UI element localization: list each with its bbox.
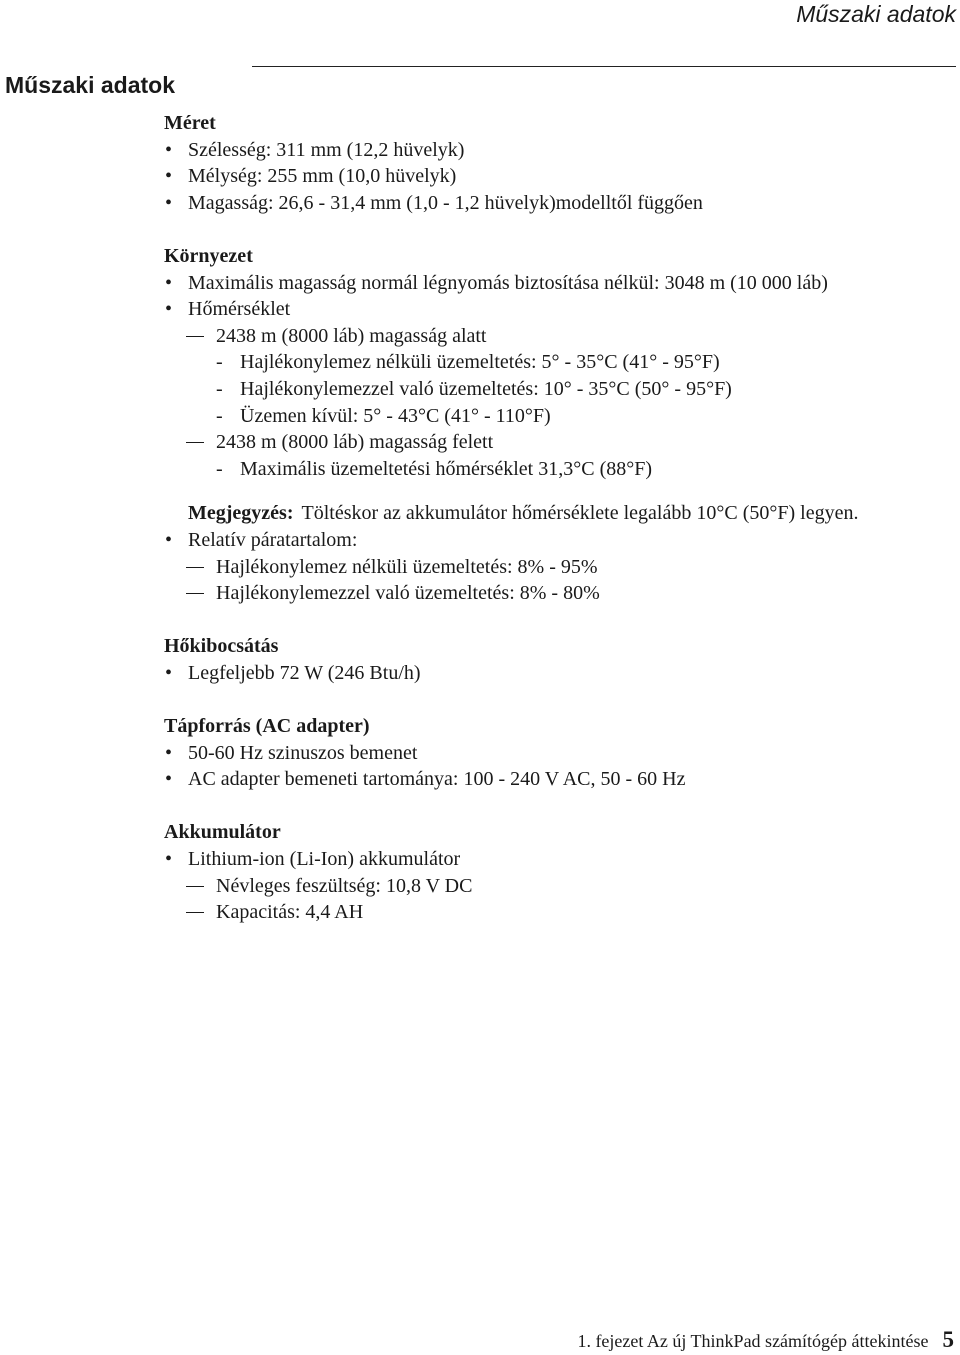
list-item: • AC adapter bemeneti tartománya: 100 - 240 V AC, 50 - 60 Hz	[164, 766, 954, 793]
list-item: • Legfeljebb 72 W (246 Btu/h)	[164, 660, 954, 687]
header-rule	[252, 66, 956, 67]
sub-sub-list-item: - Maximális üzemeltetési hőmérséklet 31,3°C (88°F)	[216, 457, 653, 480]
sub-list-item: Hajlékonylemez nélküli üzemeltetés: 8% - 95%	[164, 554, 954, 581]
sub-list-item: Névleges feszültség: 10,8 V DC	[164, 873, 954, 900]
heading-hokibocsatas: Hőkibocsátás	[164, 635, 279, 658]
heading-meret: Méret	[164, 112, 216, 134]
sub-list-item: 2438 m (8000 láb) magasság felett	[164, 429, 954, 456]
note	[164, 500, 954, 527]
heading-kornyezet: Környezet	[164, 244, 253, 267]
page-footer	[577, 1326, 954, 1355]
note-label: Megjegyzés:	[188, 502, 294, 525]
chapter-title: 1. fejezet Az új ThinkPad számítógép áttekintése	[577, 1331, 929, 1351]
specs-content	[164, 110, 954, 926]
sub-sub-list-item: - Hajlékonylemez nélküli üzemeltetés: 5° - 35°C (41° - 95°F)	[216, 351, 720, 374]
note-text: Töltéskor az akkumulátor hőmérséklete legalább 10°C (50°F) legyen.	[301, 502, 859, 525]
list-item: • Mélység: 255 mm (10,0 hüvelyk)	[164, 163, 954, 190]
list-item: • 50-60 Hz szinuszos bemenet	[164, 740, 954, 767]
sub-list-item: Kapacitás: 4,4 AH	[164, 899, 954, 926]
list-item: • Lithium-ion (Li-Ion) akkumulátor	[164, 846, 954, 873]
sub-sub-list-item: - Hajlékonylemezzel való üzemeltetés: 10° - 35°C (50° - 95°F)	[216, 377, 732, 400]
list-item: • Szélesség: 311 mm (12,2 hüvelyk)	[164, 137, 954, 164]
section-title: Műszaki adatok	[5, 72, 175, 98]
sub-list-item: Hajlékonylemezzel való üzemeltetés: 8% - 80%	[164, 580, 954, 607]
list-item: • Relatív páratartalom:	[164, 527, 954, 554]
list-item: • Hőmérséklet	[164, 296, 954, 323]
sub-sub-list-item: - Üzemen kívül: 5° - 43°C (41° - 110°F)	[216, 404, 551, 427]
sub-list-item: 2438 m (8000 láb) magasság alatt	[164, 323, 954, 350]
heading-tapforras: Tápforrás (AC adapter)	[164, 715, 370, 738]
page-number: 5	[942, 1327, 954, 1352]
list-item: • Magasság: 26,6 - 31,4 mm (1,0 - 1,2 hüvelyk)modelltől függően	[164, 190, 954, 217]
heading-akkumulator: Akkumulátor	[164, 821, 281, 844]
list-item: • Maximális magasság normál légnyomás biztosítása nélkül: 3048 m (10 000 láb)	[164, 270, 954, 297]
running-header: Műszaki adatok	[796, 1, 956, 27]
